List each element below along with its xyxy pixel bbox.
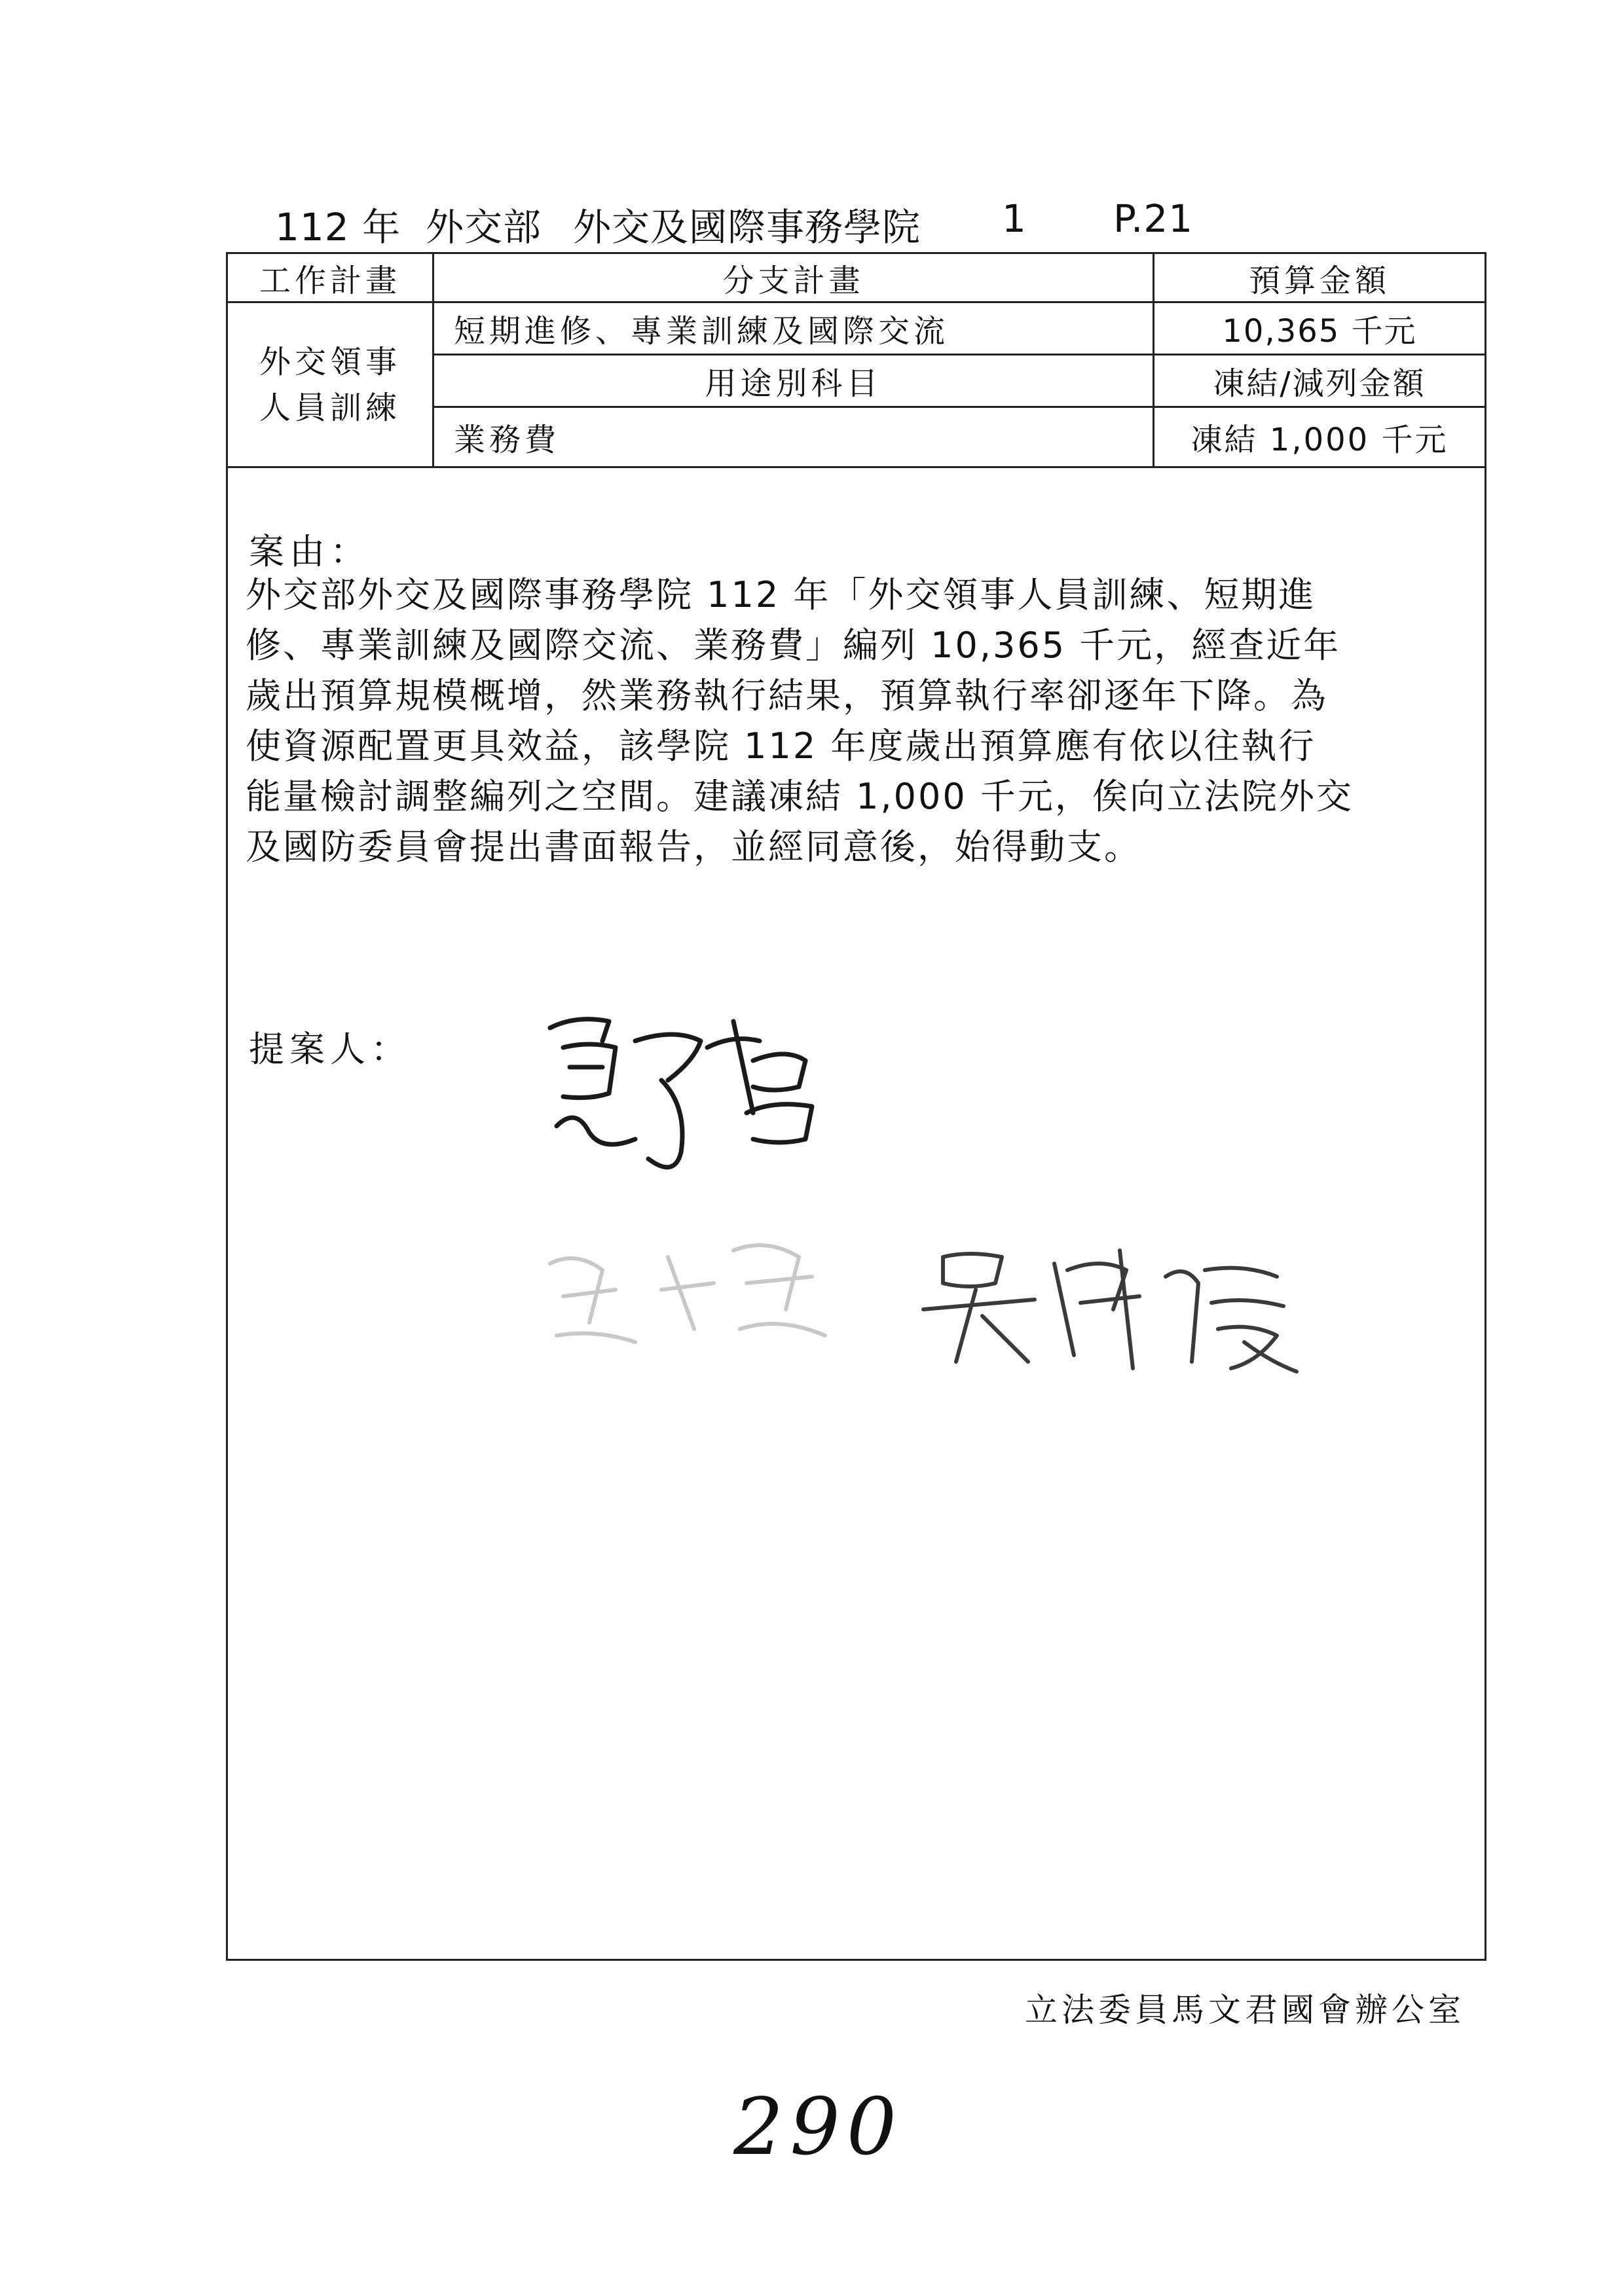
budget-table <box>226 252 1486 468</box>
header-item-no: 1 <box>1002 196 1027 241</box>
header-institute: 外交及國際事務學院 <box>573 205 921 249</box>
handwritten-page-number: 290 <box>733 2082 904 2173</box>
reason-paragraph <box>246 570 1477 872</box>
header-work-plan: 工作計畫 <box>228 254 434 303</box>
handwritten-signature-icon <box>904 1231 1310 1381</box>
reason-line-2: 修、專業訓練及國際交流、業務費」編列 10,365 千元，經查近年 <box>246 625 1341 666</box>
header-ministry: 外交部 <box>426 205 542 249</box>
header-page-ref: P.21 <box>1113 196 1194 241</box>
purpose-item-value: 業務費 <box>434 408 1154 466</box>
reason-line-3: 歲出預算規模概增，然業務執行結果，預算執行率卻逐年下降。為 <box>246 675 1328 716</box>
branch-plan-value: 短期進修、專業訓練及國際交流 <box>434 303 1154 355</box>
header-freeze-amount: 凍結/減列金額 <box>1154 355 1485 408</box>
office-footer: 立法委員馬文君國會辦公室 <box>1025 1991 1465 2029</box>
reason-line-5: 能量檢討調整編列之空間。建議凍結 1,000 千元，俟向立法院外交 <box>246 776 1354 817</box>
header-purpose-item: 用途別科目 <box>434 355 1154 408</box>
budget-value: 10,365 千元 <box>1154 303 1485 355</box>
reason-title: 案由： <box>249 531 371 572</box>
header-year: 112 年 <box>275 205 401 249</box>
header-budget: 預算金額 <box>1154 254 1485 303</box>
reason-line-4: 使資源配置更具效益，該學院 112 年度歲出預算應有依以往執行 <box>246 725 1316 767</box>
reason-line-6: 及國防委員會提出書面報告，並經同意後，始得動支。 <box>246 826 1141 867</box>
faint-signature-icon <box>537 1211 877 1362</box>
work-plan-line-1: 外交領事 <box>259 343 401 380</box>
proposer-label: 提案人： <box>249 1029 411 1070</box>
reason-line-1: 外交部外交及國際事務學院 112 年「外交領事人員訓練、短期進 <box>246 574 1316 615</box>
header-branch-plan: 分支計畫 <box>434 254 1154 303</box>
work-plan-value <box>228 303 434 466</box>
work-plan-line-2: 人員訓練 <box>259 389 401 426</box>
handwritten-signature-icon <box>537 1002 838 1198</box>
freeze-amount-value: 凍結 1,000 千元 <box>1190 422 1449 458</box>
